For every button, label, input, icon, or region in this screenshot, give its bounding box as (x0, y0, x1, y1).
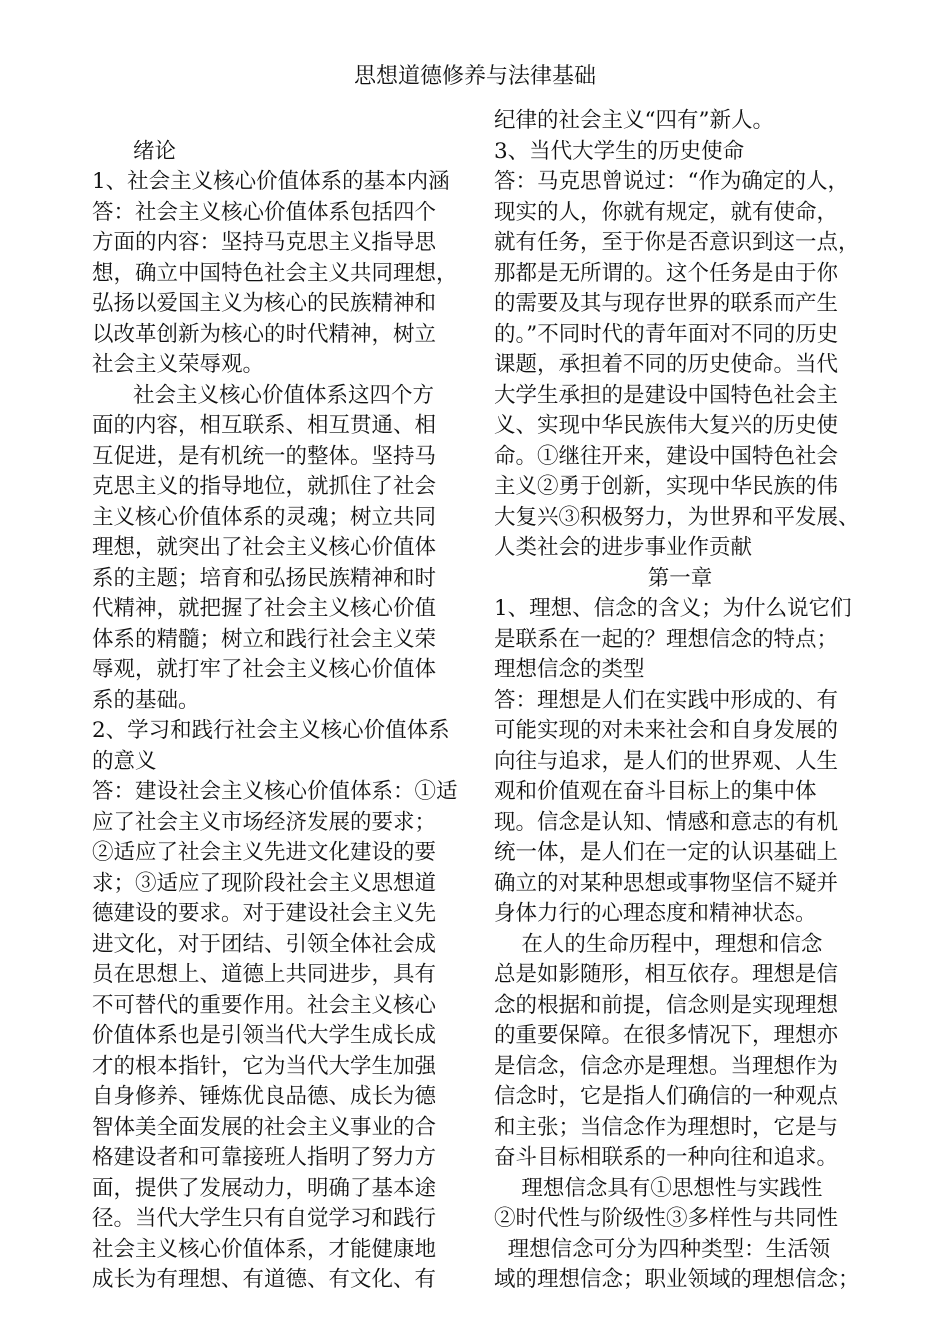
left-column-line: 主义核心价值体系的灵魂；树立共同 (92, 504, 437, 530)
right-column-line: 念的根据和前提，信念则是实现理想 (494, 992, 839, 1018)
right-column-line: 是联系在一起的？理想信念的特点； (494, 626, 839, 652)
left-column-line: 答：建设社会主义核心价值体系：①适 (92, 779, 458, 804)
left-column-line: 互促进，是有机统一的整体。坚持马 (92, 443, 437, 469)
right-column-line: 现实的人，你就有规定，就有使命， (494, 199, 839, 225)
left-column-line: 理想，就突出了社会主义核心价值体 (92, 535, 437, 560)
right-column-line: 身体力行的心理态度和精神状态。 (494, 901, 817, 926)
left-column-line: 面，提供了发展动力，明确了基本途 (92, 1175, 437, 1201)
right-column-line: 向往与追求，是人们的世界观、人生 (494, 748, 839, 774)
left-column-line: 应了社会主义市场经济发展的要求； (92, 809, 437, 835)
left-column-line: 价值体系也是引领当代大学生成长成 (92, 1023, 437, 1048)
right-column-line: 总是如影随形，相互依存。理想是信 (494, 962, 839, 987)
left-column-line: 的意义 (92, 748, 157, 774)
right-column-line: 人类社会的进步事业作贡献 (494, 535, 753, 560)
left-column-line: 成长为有理想、有道德、有文化、有 (92, 1267, 437, 1292)
left-column-line: 德建设的要求。对于建设社会主义先 (92, 901, 437, 926)
right-column-line: 理想信念的类型 (494, 657, 645, 682)
right-column-line: 的需要及其与现存世界的联系而产生 (494, 291, 839, 316)
right-column-line: 确立的对某种思想或事物坚信不疑并 (494, 870, 839, 896)
left-column-line: 想，确立中国特色社会主义共同理想， (92, 260, 458, 286)
right-column-line: 理想信念具有①思想性与实践性 (494, 1175, 823, 1201)
left-column-line: 格建设者和可靠接班人指明了努力方 (92, 1145, 437, 1170)
left-column-line: 体系的精髓；树立和践行社会主义荣 (92, 626, 437, 652)
right-column-line: 域的理想信念；职业领域的理想信念； (494, 1267, 860, 1292)
right-column-line: 就有任务，至于你是否意识到这一点， (494, 230, 860, 255)
right-column-line: 理想信念可分为四种类型：生活领 (494, 1236, 831, 1262)
left-column-line: 2、学习和践行社会主义核心价值体系 (92, 718, 450, 743)
left-column-line: 辱观，就打牢了社会主义核心价值体 (92, 657, 437, 682)
left-column-line: ②适应了社会主义先进文化建设的要 (92, 840, 437, 865)
right-column-line: 统一体，是人们在一定的认识基础上 (494, 840, 839, 865)
right-column-line: 的。”不同时代的青年面对不同的历史 (494, 321, 839, 347)
right-column-line: 1、理想、信念的含义；为什么说它们 (494, 596, 852, 621)
right-column-line: 现。信念是认知、情感和意志的有机 (494, 809, 839, 835)
left-column-line: 员在思想上、道德上共同进步，具有 (92, 962, 437, 987)
left-column-line (92, 106, 462, 137)
left-column-line: 系的主题；培育和弘扬民族精神和时 (92, 565, 437, 591)
left-column-line: 面的内容，相互联系、相互贯通、相 (92, 413, 437, 438)
left-column (92, 106, 462, 1296)
left-column-line: 社会主义核心价值体系，才能健康地 (92, 1236, 437, 1262)
right-column-line: 答：马克思曾说过：“作为确定的人， (494, 169, 849, 194)
left-column-line: 社会主义荣辱观。 (92, 352, 265, 377)
right-column-line: 观和价值观在奋斗目标上的集中体 (494, 779, 817, 804)
right-column-line: 和主张；当信念作为理想时，它是与 (494, 1114, 839, 1140)
left-column-line: 才的根本指针，它为当代大学生加强 (92, 1053, 437, 1079)
left-column-line: 代精神，就把握了社会主义核心价值 (92, 596, 437, 621)
page-title: 思想道德修养与法律基础 (353, 64, 596, 89)
right-column-line: 义、实现中华民族伟大复兴的历史使 (494, 413, 839, 438)
right-column-line: 是信念，信念亦是理想。当理想作为 (494, 1053, 839, 1079)
left-column-line: 自身修养、锤炼优良品德、成长为德 (92, 1084, 437, 1109)
left-column-line: 径。当代大学生只有自觉学习和践行 (92, 1206, 437, 1231)
left-column-line: 不可替代的重要作用。社会主义核心 (92, 992, 437, 1018)
left-column-line: 系的基础。 (92, 687, 200, 713)
right-column-line: 在人的生命历程中，理想和信念 (494, 931, 823, 957)
right-column-line: 命。①继往开来，建设中国特色社会 (494, 443, 839, 469)
left-column-line: 克思主义的指导地位，就抓住了社会 (92, 474, 437, 499)
right-column-line: 课题，承担着不同的历史使命。当代 (494, 352, 839, 377)
left-column-line: 智体美全面发展的社会主义事业的合 (92, 1114, 437, 1140)
right-column-line: 大学生承担的是建设中国特色社会主 (494, 382, 839, 408)
right-column-line: 答：理想是人们在实践中形成的、有 (494, 687, 839, 713)
left-column-line: 求；③适应了现阶段社会主义思想道 (92, 870, 437, 896)
right-column-line: ②时代性与阶级性③多样性与共同性 (494, 1206, 839, 1231)
left-column-line: 方面的内容：坚持马克思主义指导思 (92, 230, 437, 255)
right-column (494, 106, 866, 1296)
right-column-line: 主义②勇于创新，实现中华民族的伟 (494, 474, 839, 499)
right-column-line: 奋斗目标相联系的一种向往和追求。 (494, 1145, 839, 1170)
left-column-line: 答：社会主义核心价值体系包括四个 (92, 199, 437, 225)
right-column-line: 那都是无所谓的。这个任务是由于你 (494, 260, 839, 286)
right-column-line: 信念时，它是指人们确信的一种观点 (494, 1084, 839, 1109)
right-column-line: 的重要保障。在很多情况下，理想亦 (494, 1023, 839, 1048)
left-column-line: 1、社会主义核心价值体系的基本内涵 (92, 169, 450, 194)
left-column-line: 弘扬以爱国主义为核心的民族精神和 (92, 291, 437, 316)
right-column-line: 纪律的社会主义“四有”新人。 (494, 108, 774, 133)
left-column-line: 社会主义核心价值体系这四个方 (92, 382, 435, 408)
right-column-line: 3、当代大学生的历史使命 (494, 138, 745, 164)
right-column-line: 大复兴③积极努力，为世界和平发展、 (494, 504, 860, 530)
right-column-line: 可能实现的对未来社会和自身发展的 (494, 718, 839, 743)
right-column-line: 第一章 (647, 565, 713, 591)
left-column-line: 绪论 (92, 138, 177, 164)
left-column-line: 以改革创新为核心的时代精神，树立 (92, 321, 437, 347)
left-column-line: 进文化，对于团结、引领全体社会成 (92, 931, 437, 957)
